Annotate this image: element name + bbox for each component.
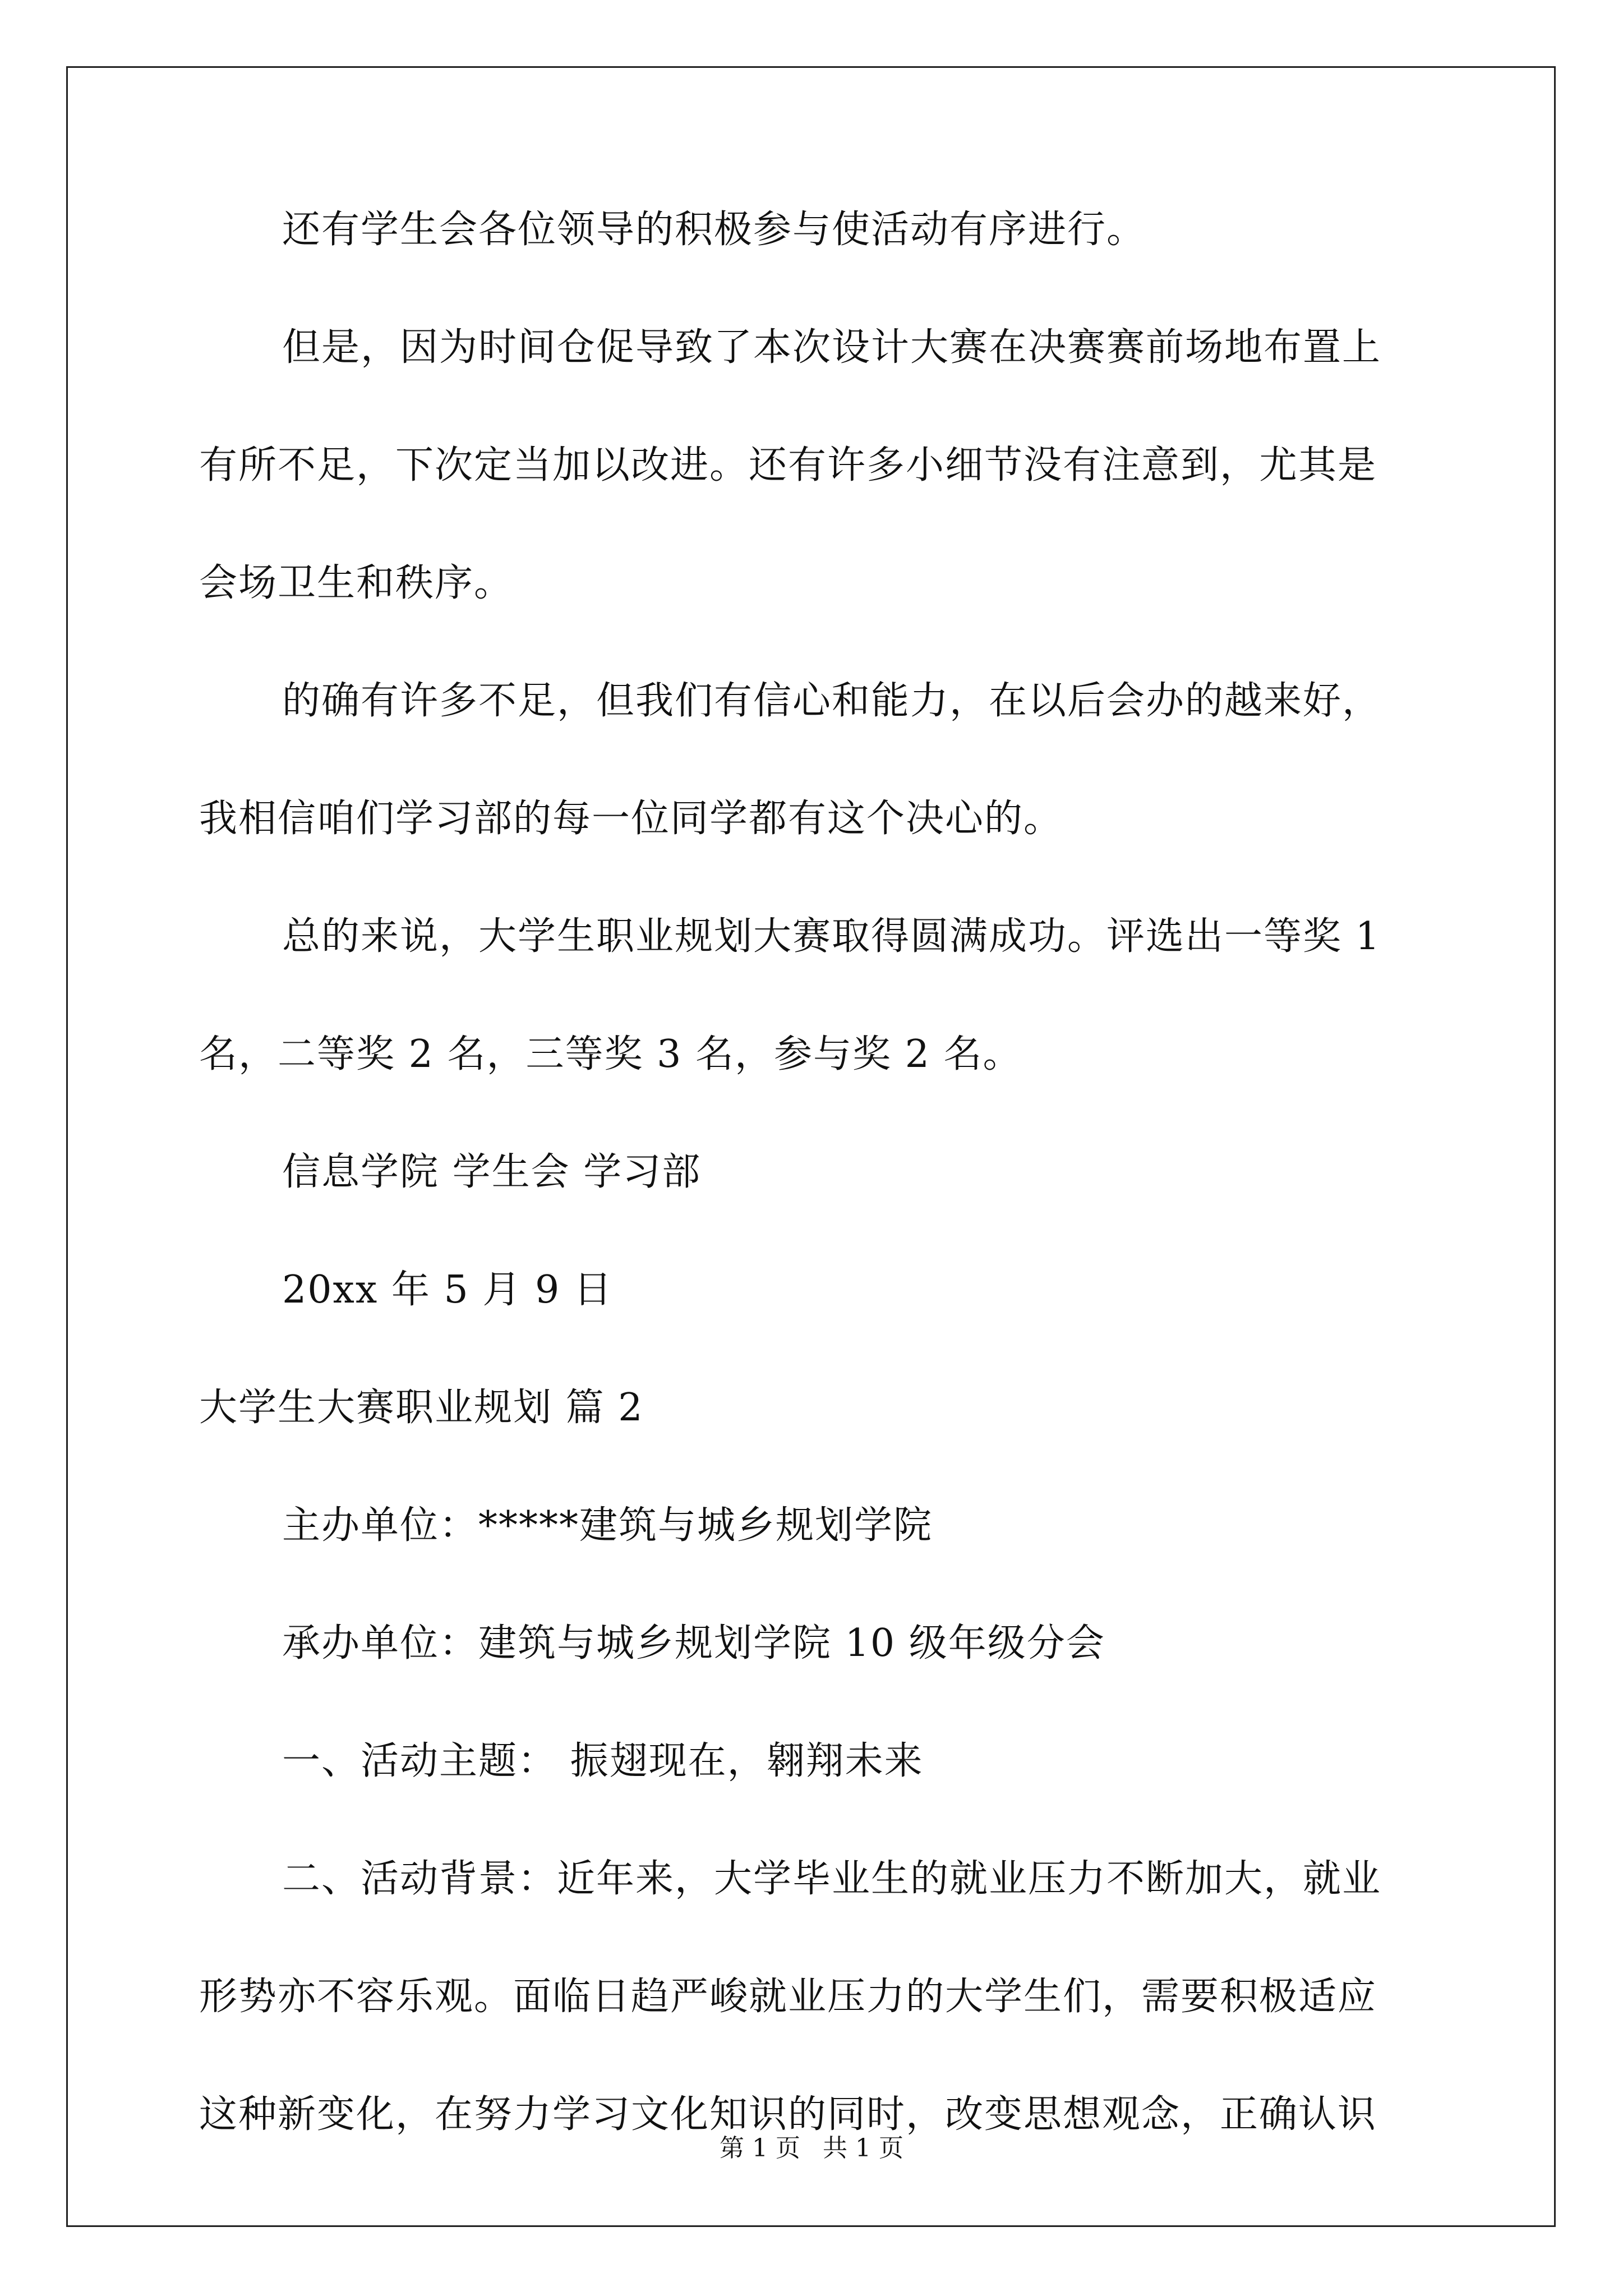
paragraph-line: 总的来说，大学生职业规划大赛取得圆满成功。评选出一等奖 1: [282, 914, 1381, 959]
signature-line: 信息学院 学生会 学习部: [282, 1150, 702, 1194]
paragraph-line: 承办单位：建筑与城乡规划学院 10 级年级分会: [282, 1621, 1105, 1665]
paragraph-line: 二、活动背景：近年来，大学毕业生的就业压力不断加大，就业: [282, 1857, 1382, 1901]
paragraph-line: 名，二等奖 2 名，三等奖 3 名，参与奖 2 名。: [199, 1032, 1022, 1076]
date-line: 20xx 年 5 月 9 日: [282, 1268, 613, 1312]
section-heading: 大学生大赛职业规划 篇 2: [199, 1386, 644, 1430]
page-border: [66, 66, 1556, 2227]
paragraph-line: 我相信咱们学习部的每一位同学都有这个决心的。: [199, 797, 1063, 841]
paragraph-line: 主办单位：*****建筑与城乡规划学院: [282, 1503, 933, 1548]
paragraph-line: 还有学生会各位领导的积极参与使活动有序进行。: [282, 208, 1146, 252]
paragraph-line: 这种新变化，在努力学习文化知识的同时，改变思想观念，正确认识: [199, 2092, 1377, 2137]
paragraph-line: 但是，因为时间仓促导致了本次设计大赛在决赛赛前场地布置上: [282, 325, 1382, 370]
paragraph-line: 一、活动主题： 振翅现在，翱翔未来: [282, 1739, 924, 1783]
page-total: 共 1 页: [823, 2134, 903, 2162]
page-number: 第 1 页: [720, 2134, 800, 2162]
paragraph-line: 有所不足，下次定当加以改进。还有许多小细节没有注意到，尤其是: [199, 443, 1377, 487]
paragraph-line: 会场卫生和秩序。: [199, 561, 514, 605]
paragraph-line: 的确有许多不足，但我们有信心和能力，在以后会办的越来好，: [282, 679, 1382, 723]
page-footer: [0, 2132, 1623, 2165]
paragraph-line: 形势亦不容乐观。面临日趋严峻就业压力的大学生们，需要积极适应: [199, 1975, 1377, 2019]
